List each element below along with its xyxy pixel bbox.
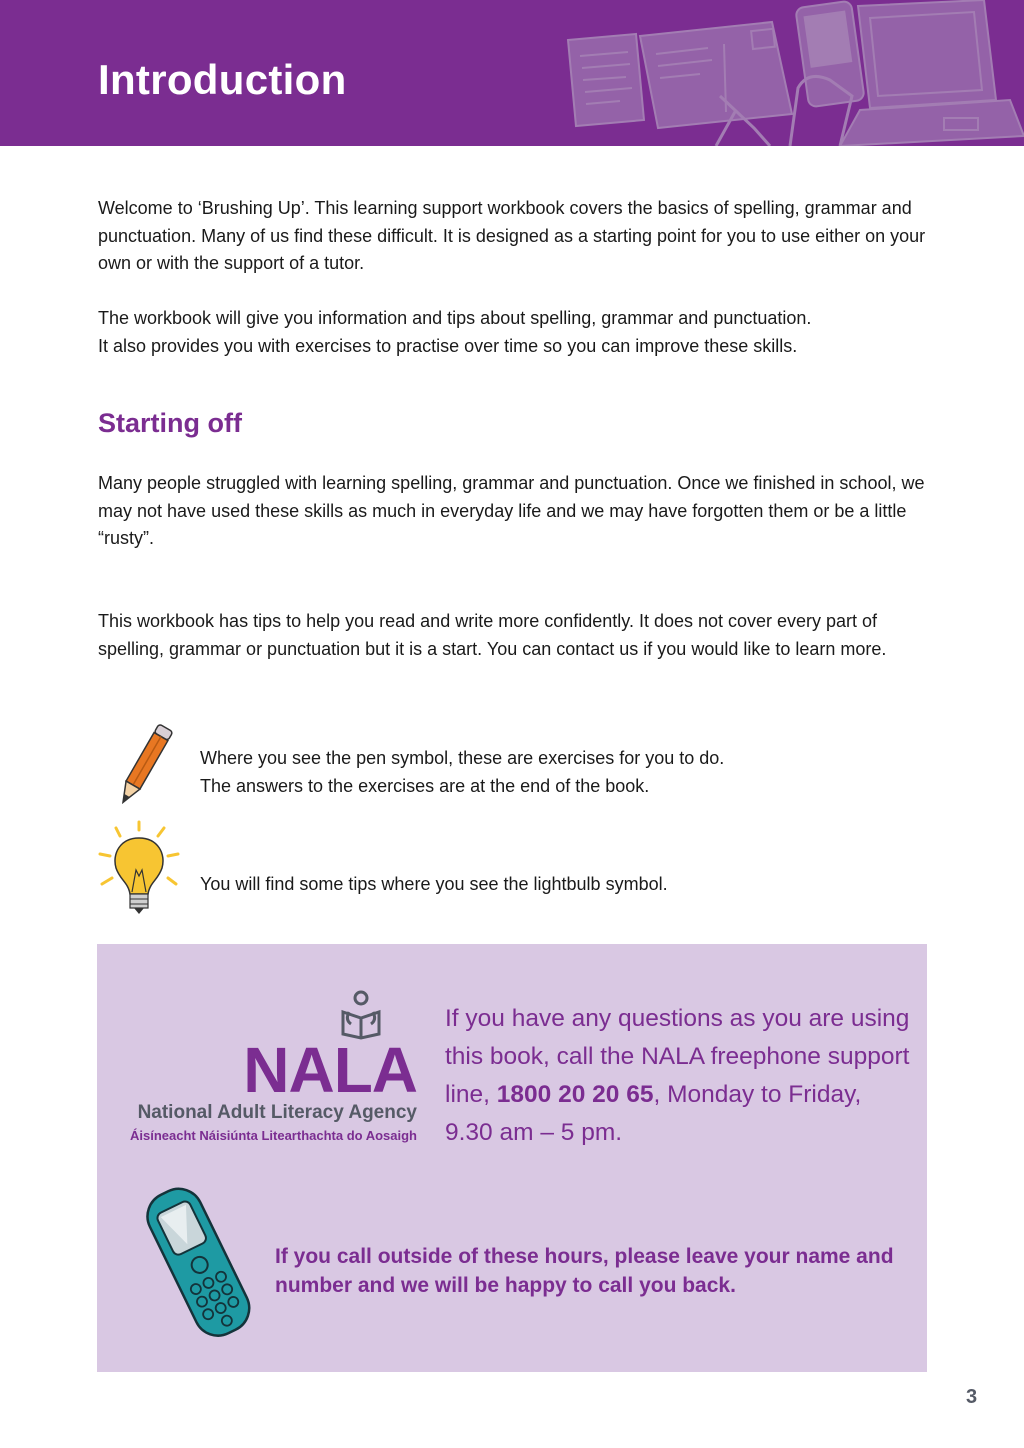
mobile-phone-icon [137,1182,257,1346]
pen-symbol-text [200,745,920,800]
support-phone-number: 1800 20 20 65 [496,1081,654,1108]
page-number: 3 [966,1386,978,1408]
intro-paragraph-2-line-1: The workbook will give you information and tips about spelling, grammar and punctuation. [98,308,812,328]
support-line-text [445,1000,915,1152]
nala-logo [117,990,417,1150]
support-text-post: , Monday to Friday, 9.30 am – 5 pm. [445,1081,862,1146]
pencil-icon [112,718,176,814]
nala-agency-irish-name: Áisíneacht Náisiúnta Litearthachta do Aosaigh [129,1128,417,1143]
intro-paragraph-2-line-2: It also provides you with exercises to practise over time so you can improve these skills. [98,335,798,356]
page-title: Introduction [98,56,347,103]
lightbulb-symbol-text: You will find some tips where you see the lightbulb symbol. [200,874,668,894]
section-heading-starting-off: Starting off [98,408,242,438]
support-info-box [97,944,927,1372]
pen-symbol-line-2: The answers to the exercises are at the end of the book. [200,775,650,796]
lightbulb-icon [96,820,182,916]
nala-agency-name: National Adult Literacy Agency [137,1102,417,1123]
support-text-pre: If you have any questions as you are using this book, call the NALA freephone support line, [445,1005,910,1108]
page-header [0,0,1024,146]
callback-text: If you call outside of these hours, please leave your name and number and we will be happy to call you back. [275,1245,894,1297]
intro-paragraph-1: Welcome to ‘Brushing Up’. This learning support workbook covers the basics of spelling, grammar and punctuation. Many of us find these difficult. It is designed as a starting point for you to use either on your own or with the support of a tutor. [98,198,926,273]
pen-symbol-line-1: Where you see the pen symbol, these are exercises for you to do. [200,748,725,768]
nala-logo-word: NALA [243,1034,417,1106]
starting-off-paragraph-1: Many people struggled with learning spelling, grammar and punctuation. Once we finished in school, we may not have used these skills as much in everyday life and we may have forgotten them or be a little “rusty”. [98,473,925,548]
header-illustration [540,0,1024,146]
reader-icon [335,990,387,1040]
intro-paragraph-2 [98,305,930,360]
starting-off-paragraph-2: This workbook has tips to help you read and write more confidently. It does not cover every part of spelling, grammar or punctuation but it is a start. You can contact us if you would like to learn more. [98,611,887,659]
